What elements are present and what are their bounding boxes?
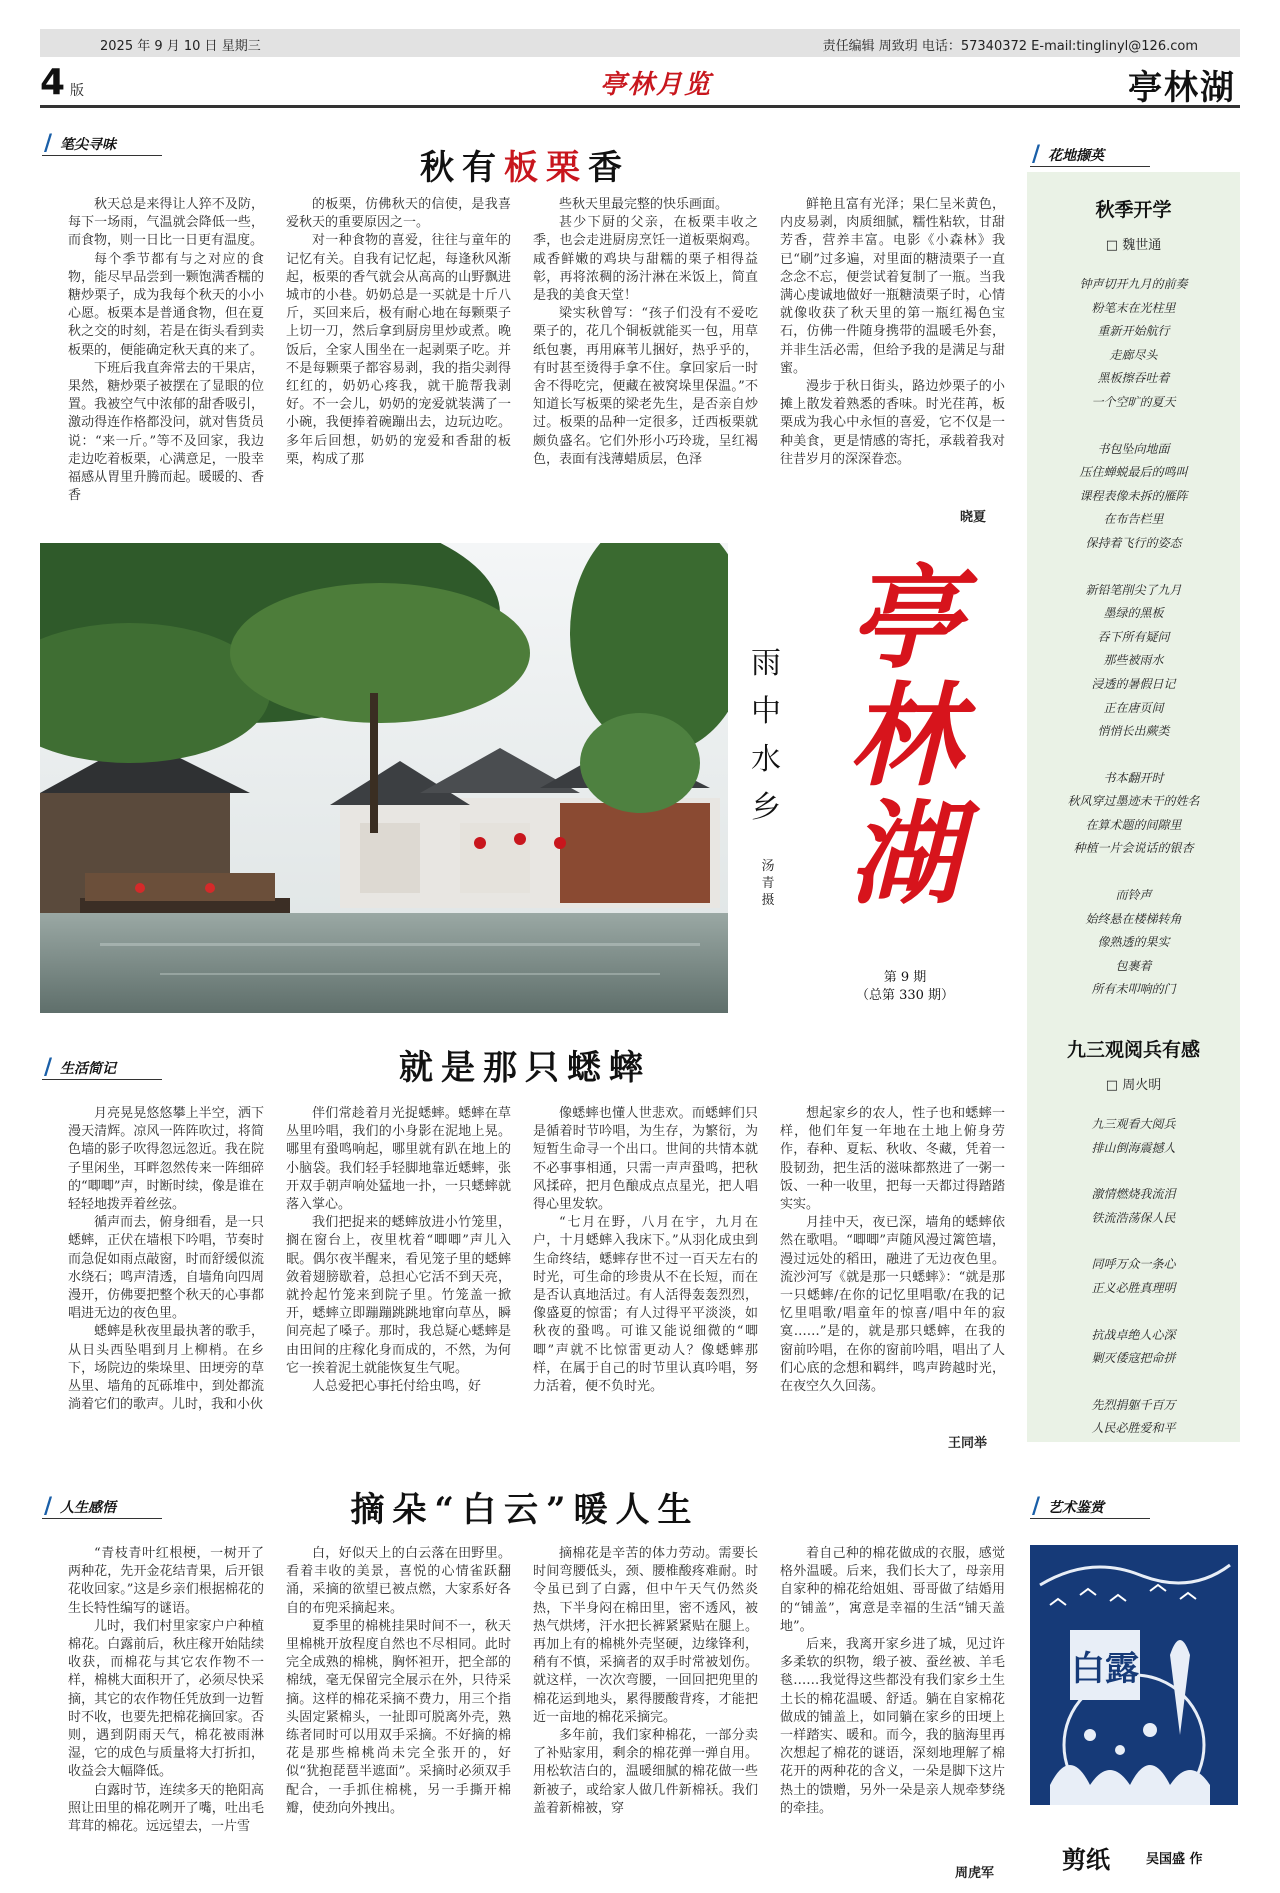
article2-column-4: 想起家乡的农人，性子也和蟋蟀一样，他们年复一年地在土地上俯身劳作，春种、夏耘、秋收、冬藏，凭着一股韧劲，把生活的滋味都熬进了一粥一饭、一种一收里，把每一天都过得踏踏实实。 月挂中天，夜已深，墙角的蟋蟀依然在歌唱。“唧唧”声随风漫过篱笆墙，漫过远处的稻田，融进了无边夜色里。流沙河写《就是那一只蟋蟀》：“就是那一只蟋蟀/在你的记忆里唱歌/在我的记忆里唱歌/唱童年的惊喜/唱中年的寂寞……”是的，就是那只蟋蟀，在我的窗前吟唱，在你的窗前吟唱，唱出了人们心底的念想和羁绊，鸣声跨越时光，在夜空久久回荡。 [780,1106,1005,1395]
page-header [40,60,1240,108]
poem1 [1027,195,1240,1002]
article2-author: 王同举 [948,1436,988,1451]
papercut-artwork [1030,1545,1238,1805]
article3-author: 周虎军 [955,1866,995,1881]
total-issue-number: （总第 330 期） [855,988,955,1003]
top-info-bar [40,29,1240,57]
poem1-author: □ 魏世通 [1105,238,1162,253]
column-tag-food: / 笔尖寻味 [42,134,162,156]
column-tag-poetry: / 花地撷英 [1030,145,1150,167]
poem1-body: 钟声切开九月的前奏 粉笔末在光柱里 重新开始航行 走廊尽头 黑板擦吞吐着 一个空旷的夏天 书包坠向地面 压住蝉蜕最后的鸣叫 课程表像未拆的雁阵 在布告栏里 保持着飞行的姿态 新铅笔削尖了九月 墨绿的黑板 吞下所有疑问 那些被雨水 浸透的暑假日记 正在唐页间 悄悄长出蕨类 书本翻开时 秋风穿过墨迹未干的姓名 在算术题的间隙里 种植一片会说话的银杏 而铃声 始终悬在楼梯转角 像熟透的果实 包裹着 所有未叩响的门 [1067,277,1200,997]
poem2-author: □ 周火明 [1105,1078,1162,1093]
photo-credit: 汤 青 摄 [761,859,775,908]
article3-title: 摘朵“白云”暖人生 [350,1490,700,1530]
article1-column-4: 鲜艳且富有光泽；果仁呈米黄色，内皮易剥，肉质细腻，糯性粘软，甘甜芳香，营养丰富。电影《小森林》我已“刷”过多遍，对里面的糖渍栗子一直念念不忘，便尝试着复制了一瓶。当我满心虔诚地做好一瓶糖渍栗子时，心情就像收获了秋天里的第一瓶红褐色宝石，仿佛一件随身携带的温暖毛外套，并非生活必需，但给予我的是满足与甜蜜。 漫步于秋日街头，路边炒栗子的小摊上散发着熟悉的香味。时光荏苒，板栗成为我心中永恒的喜爱，它不仅是一种美食，更是情感的寄托，承载着我对往昔岁月的深深眷恋。 [780,197,1005,467]
newspaper-logo: 亭林月览 [600,70,713,100]
column-tag-art: / 艺术鉴赏 [1030,1497,1150,1519]
photo-title: 雨 中 水 乡 [751,646,781,825]
papercut-illustration [1030,1545,1238,1805]
article1-title [300,140,750,189]
article2-column-3: 像蟋蟀也懂人世悲欢。而蟋蟀们只是循着时节吟唱，为生存，为繁衍，为短暂生命寻一个出口。世间的共情本就不必事事相通，只需一声声蛩鸣，把秋风揉碎，把月色酿成点点星光，把人唱得心里发软。 “七月在野，八月在宇，九月在户，十月蟋蟀入我床下。”从羽化成虫到生命终结，蟋蟀存世不过一百天左右的时光，可生命的珍贵从不在长短，而在是否认真地活过。有人活得轰轰烈烈，像盛夏的惊雷；有人过得平平淡淡，如秋夜的蛩鸣。可谁又能说细微的“唧唧”声就不比惊雷更动人？像蟋蟀那样，在属于自己的时节里认真吟唱，努力活着，便不负时光。 [533,1106,758,1395]
article3-column-2: 白，好似天上的白云落在田野里。看着丰收的美景，喜悦的心情雀跃翻涌，采摘的欲望已被点燃，大家系好各自的布兜采摘起来。 夏季里的棉桃挂果时间不一，秋天里棉桃开放程度自然也不尽相同。此时完全成熟的棉桃，胸怀袒开，把全部的棉绒，毫无保留完全展示在外，只待采摘。这样的棉花采摘不费力，用三个指头固定紧棉头，一扯即可脱离外壳，熟练者同时可以用双手采摘。不好摘的棉花是那些棉桃尚未完全张开的，好似“犹抱琵琶半遮面”。采摘时必须双手配合，一手抓住棉桃，另一手撕开棉瓣，使劲向外拽出。 [286,1546,511,1816]
poem2-title: 九三观阅兵有感 [1066,1039,1200,1061]
article2-column-1: 月亮晃晃悠悠攀上半空，洒下漫天清辉。凉风一阵阵吹过，将简色墙的影子吹得忽远忽近。我在院子里闲坐，耳畔忽然传来一阵细碎的“唧唧”声，时断时续，像是谁在轻轻地拨弄着丝弦。 循声而去，俯身细看，是一只蟋蟀，正伏在墙根下吟唱，节奏时而急促如雨点敲窗，时而舒缓似流水绕石；鸣声清透，自墙角向四周漫开，仿佛要把整个秋天的心事都唱进无边的夜色里。 蟋蟀是秋夜里最执著的歌手，从日头西坠唱到月上柳梢。在乡下，场院边的柴垛里、田埂旁的草丛里、墙角的瓦砾堆中，到处都流淌着它们的歌声。儿时，我和小伙 [68,1106,264,1413]
article3-column-1: “青枝青叶红根梗，一树开了两种花，先开金花结青果，后开银花收回家。”这是乡亲们根据棉花的生长特性编写的谜语。 儿时，我们村里家家户户种植棉花。白露前后，秋庄稼开始陆续收获，而棉花与其它农作物不一样，棉桃大面积开了，必须尽快采摘，其它的农作物任凭放到一边暂时不收，也要先把棉花摘回家。否则，遇到阴雨天气，棉花被雨淋湿，它的成色与质量将大打折扣，收益会大幅降低。 白露时节，连续多天的艳阳高照让田里的棉花咧开了嘴，吐出毛茸茸的棉花。远远望去，一片雪 [68,1546,264,1835]
article1-author: 晓夏 [960,510,987,525]
column-tag-insight: / 人生感悟 [42,1497,162,1519]
poem1-title: 秋季开学 [1095,199,1172,221]
poem2 [1027,1035,1240,1441]
issue-number: 第 9 期 [883,970,927,985]
article1-column-1: 秋天总是来得让人猝不及防，每下一场雨，气温就会降低一些，而食物，则一日比一日更有温度。 每个季节都有与之对应的食物，能尽早品尝到一颗饱满香糯的糖炒栗子，成为我每个秋天的小小心愿。板栗本是普通食物，但在夏秋之交的时刻，若是在街头看到卖板栗的，便能确定秋天真的来了。 下班后我直奔常去的干果店，果然，糖炒栗子被摆在了显眼的位置。我被空气中浓郁的甜香吸引，激动得连作格都没问，就对售货员说：“来一斤。”等不及回家，我边走边吃着板栗，心满意足，一股幸福感从胃里升腾而起。暖暖的、香香 [68,197,264,504]
article1-title-pre: 秋有 [420,148,504,188]
page-number: 4 [40,62,66,103]
photo-rainy-water-town [40,543,728,1013]
article1-title-post: 香 [588,148,630,188]
article2-column-2: 伴们常趁着月光捉蟋蟀。蟋蟀在草丛里吟唱，我们的小身影在泥地上晃。哪里有蛩鸣响起，哪里就有趴在地上的小脑袋。我们轻手轻脚地靠近蟋蟀，张开双手朝声响处猛地一扑，一只蟋蟀就落入掌心。 我们把捉来的蟋蟀放进小竹笼里，搁在窗台上，夜里枕着“唧唧”声儿入眠。偶尔夜半醒来，看见笼子里的蟋蟀敛着翅膀歇着，总担心它活不到天亮，就拎起竹笼来到院子里。竹笼盖一掀开，蟋蟀立即蹦蹦跳跳地窜向草丛，瞬间亮起了嗓子。那时，我总疑心蟋蟀是由田间的庄稼化身而成的，不然，为何它一挨着泥土就能恢复生气呢。 人总爱把心事托付给虫鸣，好 [286,1106,511,1395]
page-label: 版 [70,83,84,99]
papercut-text: 白露 [1071,1649,1139,1689]
art-caption: 剪纸 [1062,1846,1110,1874]
art-artist: 吴国盛 作 [1146,1852,1203,1867]
article3-column-3: 摘棉花是辛苦的体力劳动。需要长时间弯腰低头，颈、腰椎酸疼难耐。时令虽已到了白露，但中午天气仍然炎热，下半身闷在棉田里，密不透风，被热气烘烤，汗水把长裤紧紧贴在腿上。再加上有的棉桃外壳坚硬，边缘锋利，稍有不慎，采摘者的双手时常被划伤。就这样，一次次弯腰，一回回把兜里的棉花运到地头，累得腰酸背疼，才能把近一亩地的棉花采摘完。 多年前，我们家种棉花，一部分卖了补贴家用，剩余的棉花弹一弹自用。用松软洁白的，温暖细腻的棉花做一些新被子，或给家人做几件新棉袄。我们盖着新棉被，穿 [533,1546,758,1816]
issue-date: 2025 年 9 月 10 日 星期三 [100,39,261,54]
article3-column-4: 着自己种的棉花做成的衣服，感觉格外温暖。后来，我们长大了，母亲用自家种的棉花给姐姐、哥哥做了结婚用的“铺盖”，寓意是幸福的生活“铺天盖地”。 后来，我离开家乡进了城，见过许多柔软的织物，缎子被、蚕丝被、羊毛毯……我觉得这些都没有我们家乡土生土长的棉花温暖、舒适。躺在自家棉花做成的铺盖上，如同躺在家乡的田埂上一样踏实、暖和。而今，我的脑海里再次想起了棉花的谜语，深刻地理解了棉花开的两种花的含义，一朵是脚下这片热土的馈赠，另外一朵是亲人规牵梦绕的牵挂。 [780,1546,1005,1816]
column-tag-life: / 生活简记 [42,1058,162,1080]
article1-title-red: 板栗 [504,148,588,188]
article2-title: 就是那只蟋蟀 [399,1048,651,1088]
masthead-brand: 亭 林 湖 [849,553,961,920]
poem2-body: 九三观看大阅兵 排山倒海震撼人 激情燃烧我流泪 铁流浩荡保人民 同呼万众一条心 正义必胜真理明 抗战卓绝人心深 剿灭倭寇把命拼 先烈捐躯千百万 人民必胜爱和平 [1091,1117,1176,1436]
editor-info: 责任编辑 周致玥 电话：57340372 E-mail:tinglinyl@126.com [822,39,1198,54]
article1-column-2: 的板栗，仿佛秋天的信使，是我喜爱秋天的重要原因之一。 对一种食物的喜爱，往往与童年的记忆有关。自我有记忆起，每逢秋风渐起，板栗的香气就会从高高的山野飘进城市的小巷。奶奶总是一买就是十斤八斤，买回来后，极有耐心地在每颗栗子上切一刀，然后拿到厨房里炒或煮。晚饭后，全家人围坐在一起剥栗子吃。并不是每颗栗子都容易剥，我的指尖剥得红红的，奶奶心疼我，就干脆帮我剥好。不一会儿，奶奶的宠爱就装满了一小碗，我便捧着碗蹦出去，边玩边吃。多年后回想，奶奶的宠爱和香甜的板栗，构成了那 [286,197,511,467]
section-name: 亭林湖 [1128,68,1236,108]
article1-column-3: 些秋天里最完整的快乐画面。 甚少下厨的父亲，在板栗丰收之季，也会走进厨房烹饪一道板栗焖鸡。咸香鲜嫩的鸡块与甜糯的栗子相得益彰，再将浓稠的汤汁淋在米饭上，简直是我的美食天堂！ 梁实秋曾写：“孩子们没有不爱吃栗子的，花几个铜板就能买一包，用草纸包裹，再用麻苇儿捆好，热乎乎的，有时甚至烫得手拿不住。拿回家后一时舍不得吃完，便藏在被窝垛里保温。”不知道长写板栗的梁老先生，是否亲自炒过。板栗的品种一定很多，迁西板栗就颇负盛名。它们外形小巧玲珑，呈红褐色，表面有浅薄蜡质层，色泽 [533,197,758,467]
photo-illustration [40,543,728,1013]
